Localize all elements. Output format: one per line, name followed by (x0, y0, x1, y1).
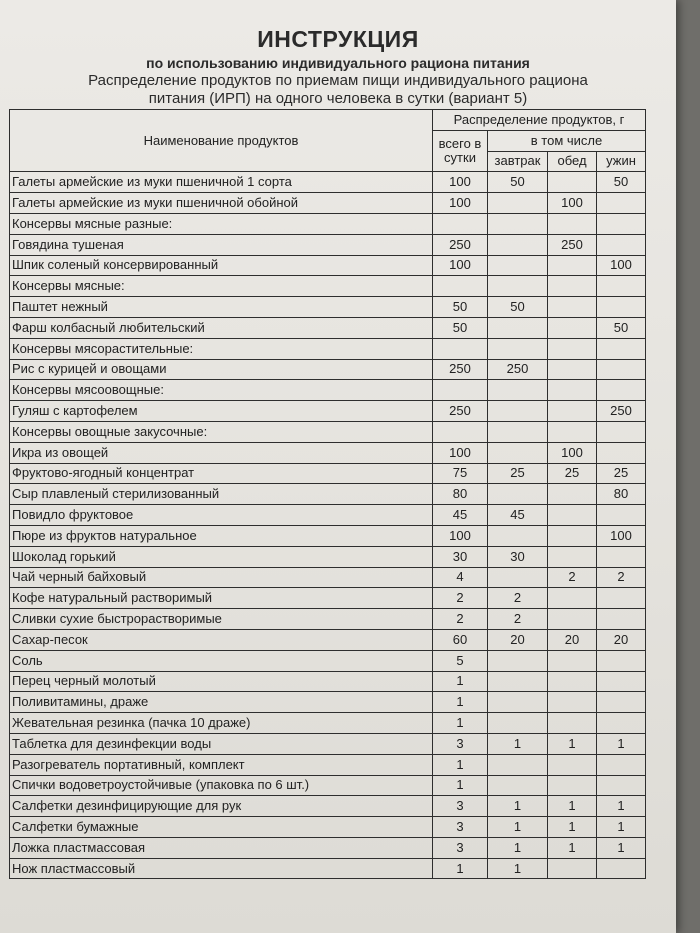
document-title: ИНСТРУКЦИЯ (257, 26, 419, 52)
product-name-cell: Соль (10, 650, 433, 671)
dinner-cell: 250 (597, 401, 646, 422)
table-row (10, 276, 646, 297)
lunch-cell (548, 276, 597, 297)
breakfast-cell (488, 442, 548, 463)
total-cell: 3 (433, 837, 488, 858)
dinner-cell: 50 (597, 317, 646, 338)
breakfast-cell (488, 380, 548, 401)
ration-table (9, 109, 646, 879)
breakfast-cell: 20 (488, 629, 548, 650)
table-row (10, 733, 646, 754)
total-cell: 80 (433, 484, 488, 505)
table-row (10, 588, 646, 609)
breakfast-cell (488, 213, 548, 234)
lunch-cell (548, 754, 597, 775)
product-name-cell: Шпик соленый консервированный (10, 255, 433, 276)
table-row (10, 817, 646, 838)
column-header-dinner: ужин (597, 151, 646, 172)
breakfast-cell: 45 (488, 505, 548, 526)
dinner-cell: 100 (597, 525, 646, 546)
breakfast-cell (488, 421, 548, 442)
table-row (10, 484, 646, 505)
breakfast-cell: 50 (488, 172, 548, 193)
lunch-cell (548, 380, 597, 401)
product-name-cell: Консервы овощные закусочные: (10, 421, 433, 442)
total-cell (433, 380, 488, 401)
dinner-cell (597, 775, 646, 796)
product-name-cell: Повидло фруктовое (10, 505, 433, 526)
lunch-cell (548, 297, 597, 318)
table-row (10, 609, 646, 630)
total-cell: 2 (433, 609, 488, 630)
lunch-cell (548, 609, 597, 630)
dinner-cell: 1 (597, 733, 646, 754)
breakfast-cell (488, 193, 548, 214)
total-cell: 100 (433, 193, 488, 214)
lunch-cell (548, 671, 597, 692)
breakfast-cell: 1 (488, 858, 548, 879)
dinner-cell: 100 (597, 255, 646, 276)
breakfast-cell (488, 754, 548, 775)
dinner-cell (597, 234, 646, 255)
column-header-including: в том числе (488, 130, 646, 151)
product-name-cell: Говядина тушеная (10, 234, 433, 255)
total-cell (433, 338, 488, 359)
dinner-cell: 25 (597, 463, 646, 484)
lunch-cell (548, 421, 597, 442)
product-name-cell: Салфетки бумажные (10, 817, 433, 838)
product-name-cell: Таблетка для дезинфекции воды (10, 733, 433, 754)
table-row (10, 858, 646, 879)
product-name-cell: Пюре из фруктов натуральное (10, 525, 433, 546)
breakfast-cell: 25 (488, 463, 548, 484)
breakfast-cell (488, 276, 548, 297)
total-cell: 250 (433, 401, 488, 422)
product-name-cell: Сахар-песок (10, 629, 433, 650)
lunch-cell (548, 546, 597, 567)
breakfast-cell (488, 401, 548, 422)
total-cell: 50 (433, 297, 488, 318)
breakfast-cell: 30 (488, 546, 548, 567)
product-name-cell: Фарш колбасный любительский (10, 317, 433, 338)
product-name-cell: Паштет нежный (10, 297, 433, 318)
dinner-cell: 2 (597, 567, 646, 588)
table-row (10, 255, 646, 276)
product-name-cell: Нож пластмассовый (10, 858, 433, 879)
product-name-cell: Разогреватель портативный, комплект (10, 754, 433, 775)
dinner-cell (597, 276, 646, 297)
table-row (10, 796, 646, 817)
product-name-cell: Гуляш с картофелем (10, 401, 433, 422)
total-cell: 60 (433, 629, 488, 650)
product-name-cell: Консервы мясорастительные: (10, 338, 433, 359)
table-row (10, 172, 646, 193)
product-name-cell: Галеты армейские из муки пшеничной обойной (10, 193, 433, 214)
total-cell (433, 276, 488, 297)
dinner-cell (597, 505, 646, 526)
dinner-cell: 1 (597, 817, 646, 838)
dinner-cell (597, 754, 646, 775)
breakfast-cell (488, 713, 548, 734)
lunch-cell: 100 (548, 442, 597, 463)
product-name-cell: Консервы мясоовощные: (10, 380, 433, 401)
dinner-cell (597, 193, 646, 214)
column-header-distribution: Распределение продуктов, г (433, 110, 646, 131)
dinner-cell: 1 (597, 796, 646, 817)
lunch-cell (548, 213, 597, 234)
breakfast-cell (488, 255, 548, 276)
lunch-cell (548, 359, 597, 380)
breakfast-cell: 2 (488, 609, 548, 630)
table-row (10, 297, 646, 318)
product-name-cell: Спички водоветроустойчивые (упаковка по 6 шт.) (10, 775, 433, 796)
lunch-cell (548, 858, 597, 879)
lunch-cell: 250 (548, 234, 597, 255)
table-row (10, 713, 646, 734)
document-header (0, 26, 676, 108)
lunch-cell: 1 (548, 817, 597, 838)
dinner-cell: 20 (597, 629, 646, 650)
total-cell: 3 (433, 817, 488, 838)
lunch-cell (548, 172, 597, 193)
table-row (10, 754, 646, 775)
total-cell: 1 (433, 775, 488, 796)
column-header-total-line-2: сутки (444, 150, 476, 166)
table-row (10, 338, 646, 359)
total-cell: 1 (433, 692, 488, 713)
lunch-cell (548, 525, 597, 546)
total-cell: 50 (433, 317, 488, 338)
document-subtitle: по использованию индивидуального рациона питания (146, 55, 530, 71)
lunch-cell: 1 (548, 796, 597, 817)
table-row (10, 401, 646, 422)
table-row (10, 317, 646, 338)
dinner-cell (597, 359, 646, 380)
lunch-cell (548, 317, 597, 338)
breakfast-cell (488, 234, 548, 255)
column-header-product-name: Наименование продуктов (10, 110, 433, 172)
lunch-cell (548, 650, 597, 671)
breakfast-cell (488, 775, 548, 796)
table-row (10, 359, 646, 380)
lunch-cell (548, 588, 597, 609)
total-cell: 100 (433, 442, 488, 463)
dinner-cell (597, 671, 646, 692)
document-description-line-2: питания (ИРП) на одного человека в сутки (вариант 5) (148, 90, 528, 107)
total-cell: 1 (433, 754, 488, 775)
table-row (10, 193, 646, 214)
total-cell: 2 (433, 588, 488, 609)
lunch-cell (548, 692, 597, 713)
product-name-cell: Перец черный молотый (10, 671, 433, 692)
product-name-cell: Рис с курицей и овощами (10, 359, 433, 380)
table-row (10, 463, 646, 484)
lunch-cell (548, 255, 597, 276)
dinner-cell (597, 858, 646, 879)
breakfast-cell: 1 (488, 837, 548, 858)
total-cell: 45 (433, 505, 488, 526)
breakfast-cell (488, 484, 548, 505)
total-cell (433, 213, 488, 234)
breakfast-cell (488, 692, 548, 713)
table-row (10, 692, 646, 713)
dinner-cell (597, 380, 646, 401)
product-name-cell: Сливки сухие быстрорастворимые (10, 609, 433, 630)
product-name-cell: Икра из овощей (10, 442, 433, 463)
total-cell: 100 (433, 255, 488, 276)
breakfast-cell: 250 (488, 359, 548, 380)
dinner-cell (597, 421, 646, 442)
dinner-cell (597, 546, 646, 567)
dinner-cell (597, 609, 646, 630)
total-cell: 1 (433, 713, 488, 734)
total-cell: 75 (433, 463, 488, 484)
total-cell: 100 (433, 172, 488, 193)
breakfast-cell: 1 (488, 817, 548, 838)
breakfast-cell (488, 567, 548, 588)
total-cell: 250 (433, 359, 488, 380)
lunch-cell: 100 (548, 193, 597, 214)
lunch-cell (548, 775, 597, 796)
table-row (10, 234, 646, 255)
document-description-line-1: Распределение продуктов по приемам пищи индивидуального рациона (88, 72, 588, 89)
lunch-cell: 1 (548, 837, 597, 858)
dinner-cell (597, 650, 646, 671)
product-name-cell: Шоколад горький (10, 546, 433, 567)
breakfast-cell: 50 (488, 297, 548, 318)
total-cell: 5 (433, 650, 488, 671)
dinner-cell: 1 (597, 837, 646, 858)
total-cell: 250 (433, 234, 488, 255)
product-name-cell: Консервы мясные: (10, 276, 433, 297)
total-cell: 100 (433, 525, 488, 546)
breakfast-cell (488, 317, 548, 338)
total-cell: 30 (433, 546, 488, 567)
lunch-cell: 1 (548, 733, 597, 754)
column-header-breakfast: завтрак (488, 151, 548, 172)
table-row (10, 837, 646, 858)
dinner-cell (597, 442, 646, 463)
dinner-cell (597, 588, 646, 609)
dinner-cell (597, 692, 646, 713)
product-name-cell: Салфетки дезинфицирующие для рук (10, 796, 433, 817)
table-row (10, 546, 646, 567)
table-row (10, 525, 646, 546)
dinner-cell (597, 338, 646, 359)
product-name-cell: Поливитамины, драже (10, 692, 433, 713)
dinner-cell: 80 (597, 484, 646, 505)
ration-table-body (10, 172, 646, 879)
table-row (10, 567, 646, 588)
total-cell: 1 (433, 858, 488, 879)
product-name-cell: Чай черный байховый (10, 567, 433, 588)
breakfast-cell: 1 (488, 733, 548, 754)
lunch-cell (548, 713, 597, 734)
breakfast-cell (488, 650, 548, 671)
total-cell (433, 421, 488, 442)
breakfast-cell (488, 671, 548, 692)
total-cell: 4 (433, 567, 488, 588)
table-row (10, 442, 646, 463)
breakfast-cell: 1 (488, 796, 548, 817)
column-header-lunch: обед (548, 151, 597, 172)
dinner-cell (597, 297, 646, 318)
lunch-cell: 25 (548, 463, 597, 484)
table-row (10, 421, 646, 442)
product-name-cell: Консервы мясные разные: (10, 213, 433, 234)
breakfast-cell (488, 525, 548, 546)
breakfast-cell (488, 338, 548, 359)
lunch-cell: 20 (548, 629, 597, 650)
table-row (10, 629, 646, 650)
table-row (10, 213, 646, 234)
product-name-cell: Кофе натуральный растворимый (10, 588, 433, 609)
lunch-cell (548, 505, 597, 526)
lunch-cell (548, 338, 597, 359)
lunch-cell (548, 484, 597, 505)
table-row (10, 775, 646, 796)
column-header-total (433, 130, 488, 172)
lunch-cell (548, 401, 597, 422)
column-header-total-line-1: всего в (438, 136, 482, 152)
product-name-cell: Сыр плавленый стерилизованный (10, 484, 433, 505)
table-row (10, 380, 646, 401)
total-cell: 3 (433, 796, 488, 817)
table-row (10, 671, 646, 692)
dinner-cell (597, 213, 646, 234)
product-name-cell: Галеты армейские из муки пшеничной 1 сорта (10, 172, 433, 193)
total-cell: 3 (433, 733, 488, 754)
table-row (10, 650, 646, 671)
breakfast-cell: 2 (488, 588, 548, 609)
product-name-cell: Фруктово-ягодный концентрат (10, 463, 433, 484)
total-cell: 1 (433, 671, 488, 692)
dinner-cell: 50 (597, 172, 646, 193)
lunch-cell: 2 (548, 567, 597, 588)
product-name-cell: Ложка пластмассовая (10, 837, 433, 858)
table-row (10, 505, 646, 526)
product-name-cell: Жевательная резинка (пачка 10 драже) (10, 713, 433, 734)
dinner-cell (597, 713, 646, 734)
